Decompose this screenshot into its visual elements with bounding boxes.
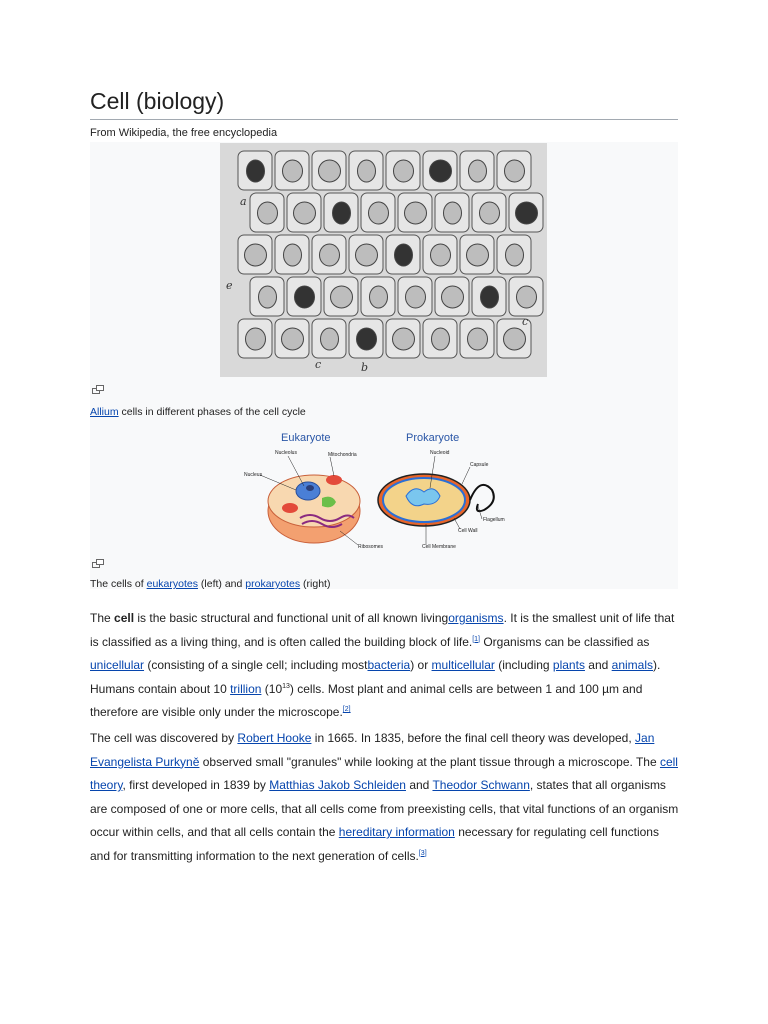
intro-paragraph: The cell is the basic structural and functional unit of all known livingorganisms. It is the smallest unit of life that is classified as a living thing, and is often called the building block of life.[1] Organisms can be classified as unicellular (consisting of a single cell; including mostbacteria) or multicellular (including plants and animals). Humans contain about 10 trillion $(10^{13})$ cells. Most plant and animal cells are between 1 and 100 µm and therefore are visible only under the microscope.[2] — [90, 611, 675, 719]
label-capsule: Capsule — [470, 462, 489, 468]
link-cell-theory[interactable]: cell theory — [90, 754, 678, 792]
allium-cells-image[interactable] — [220, 143, 547, 377]
link-robert-hooke[interactable]: Robert Hooke — [237, 731, 312, 745]
link-eukaryotes[interactable]: eukaryotes — [146, 578, 198, 590]
link-multicellular[interactable]: multicellular — [431, 658, 495, 672]
eukaryote-prokaryote-diagram[interactable] — [230, 426, 530, 556]
link-hereditary-information[interactable]: hereditary information — [338, 825, 455, 839]
label-b: b — [361, 361, 369, 374]
label-flagellum: Flagellum — [483, 517, 505, 523]
label-a: a — [240, 195, 247, 208]
label-c-bottom: c — [315, 358, 322, 371]
label-cell-wall: Cell Wall — [458, 528, 478, 534]
label-nucleoid: Nucleoid — [430, 450, 450, 456]
enlarge-icon[interactable] — [92, 385, 104, 394]
link-trillion[interactable]: trillion — [230, 681, 262, 696]
enlarge-icon[interactable] — [92, 559, 104, 568]
page-title: Cell (biology) — [90, 88, 225, 114]
link-prokaryotes[interactable]: prokaryotes — [245, 578, 301, 590]
figure-caption: Allium cells in different phases of the cell cycle — [90, 406, 306, 418]
link-purkyne[interactable]: Jan Evangelista Purkyně — [90, 731, 655, 769]
label-e: e — [226, 279, 233, 292]
eukaryote-header: Eukaryote — [281, 432, 331, 444]
link-plants[interactable]: plants — [552, 658, 585, 672]
tagline: From Wikipedia, the free encyclopedia — [90, 127, 278, 139]
link-unicellular[interactable]: unicellular — [90, 658, 145, 672]
bold-cell: cell — [114, 611, 135, 625]
link-organisms[interactable]: organisms — [448, 611, 504, 625]
citation-3[interactable]: [3] — [418, 849, 427, 857]
label-ribosomes: Ribosomes — [358, 544, 384, 550]
history-paragraph: The cell was discovered by Robert Hooke in 1665. In 1835, before the final cell theory was developed, Jan Evangelista Purkyně observed small "granules" while looking at the plant tissue through a microscope. The cell theory, first developed in 1839 by Matthias Jakob Schleiden and Theodor Schwann, states that all organisms are composed of one or more cells, that all cells come from preexisting cells, that vital functions of an organism occur within cells, and that all cells contain the hereditary information necessary for regulating cell functions and for transmitting information to the next generation of cells.[3] — [90, 731, 679, 863]
link-bacteria[interactable]: bacteria — [367, 658, 411, 672]
label-nucleus: Nucleus — [244, 472, 263, 478]
label-nucleolus: Nucleolus — [275, 450, 297, 456]
title-divider — [90, 119, 678, 120]
link-schwann[interactable]: Theodor Schwann — [432, 778, 530, 792]
citation-2[interactable]: [2] — [342, 706, 351, 713]
figure-allium — [90, 142, 678, 426]
link-allium[interactable]: Allium — [90, 406, 119, 418]
citation-1[interactable]: [1] — [472, 635, 481, 643]
label-mitochondria: Mitochondria — [328, 452, 357, 458]
figure-caption: The cells of eukaryotes (left) and prokaryotes (right) — [90, 578, 331, 590]
link-schleiden[interactable]: Matthias Jakob Schleiden — [269, 778, 406, 792]
link-animals[interactable]: animals — [611, 658, 654, 672]
figure-cell-types — [90, 426, 678, 589]
label-cell-membrane: Cell Membrane — [422, 544, 456, 550]
label-c-right: c — [522, 315, 529, 328]
prokaryote-header: Prokaryote — [406, 432, 460, 444]
